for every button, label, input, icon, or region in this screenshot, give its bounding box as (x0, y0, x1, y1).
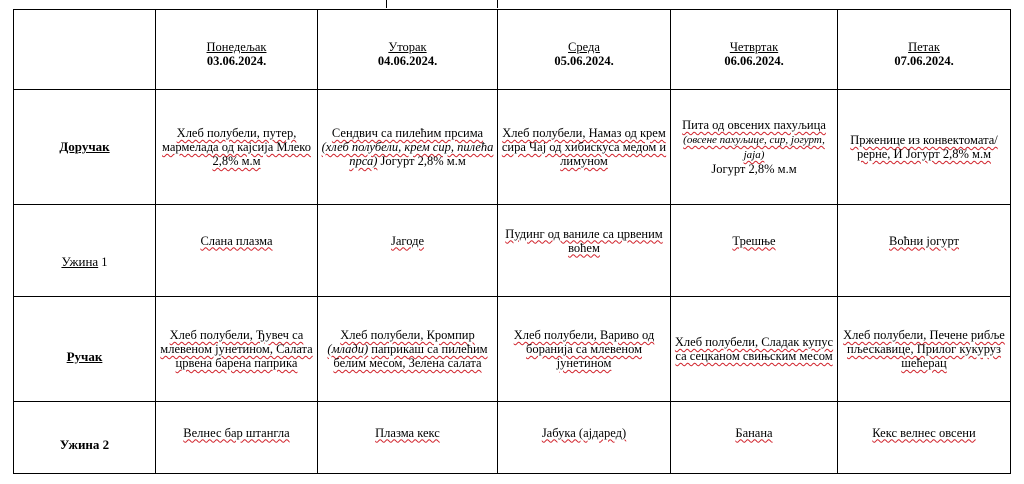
menu-text: Велнес бар штангла (183, 425, 290, 440)
menu-cell (156, 205, 318, 297)
meal-label-snack2 (14, 402, 156, 474)
day-date: 06.06.2024. (724, 53, 784, 68)
menu-text: Хлеб полубели, Намаз од крем сира Чај од хибискуса медом и лимуном (501, 126, 667, 168)
day-date: 07.06.2024. (894, 53, 954, 68)
menu-text-tail: Јогурт 2,8% м.м (380, 154, 466, 168)
menu-text: Воћни јогурт (889, 233, 959, 248)
menu-cell (318, 205, 498, 297)
meal-label-breakfast (14, 90, 156, 205)
meal-number: 1 (101, 254, 108, 269)
menu-text: Јабука (ајдаред) (541, 425, 627, 440)
menu-text: Хлеб полубели, Сладак купус са сецканом свињским месом (674, 335, 834, 363)
day-name: Петак (908, 39, 940, 54)
menu-note: (овсене пахуљице, сир, јогурт, јаја) (683, 134, 825, 161)
meal-name: Ручак (66, 349, 103, 364)
menu-text: Плазма кекс (375, 425, 440, 440)
day-date: 04.06.2024. (377, 53, 438, 68)
menu-text: Кекс велнес овсени (872, 425, 976, 440)
meal-name: Доручак (59, 139, 110, 154)
menu-text: Банана (735, 425, 773, 440)
menu-cell (318, 90, 498, 205)
day-header-friday (838, 10, 1011, 90)
day-date: 05.06.2024. (554, 53, 614, 68)
menu-cell (318, 297, 498, 402)
menu-text: Пита од овсених пахуљица (682, 118, 826, 132)
day-header-monday (156, 10, 318, 90)
lunch-row (14, 297, 1011, 402)
menu-text: Трешње (732, 233, 776, 248)
menu-text: Пудинг од ваниле са црвеним воћем (505, 226, 663, 255)
menu-text: Хлеб полубели, Ђувеч са млевеном јунетином, Салата црвена барена паприка (160, 328, 313, 370)
day-date: 03.06.2024. (206, 53, 267, 68)
day-header-wednesday (498, 10, 671, 90)
menu-text-tail: Јогурт 2,8% м.м (711, 162, 797, 176)
meal-label-snack1 (14, 205, 156, 297)
menu-cell (671, 90, 838, 205)
meal-label-lunch (14, 297, 156, 402)
page-margin-mark-left (386, 0, 387, 8)
menu-cell (838, 90, 1011, 205)
menu-text: Хлеб полубели, путер, мармелада од кајсија Млеко 2,8% м.м (162, 126, 311, 168)
header-row (14, 10, 1011, 90)
snack1-row (14, 205, 1011, 297)
meal-name: Ужина 2 (59, 436, 110, 452)
menu-cell (498, 402, 671, 474)
menu-text: Слана плазма (200, 233, 273, 248)
menu-cell (671, 297, 838, 402)
day-header-thursday (671, 10, 838, 90)
page-margin-mark-right (497, 0, 498, 8)
menu-cell (838, 402, 1011, 474)
weekly-menu-table (13, 9, 1011, 474)
menu-text: Прженице из конвектомата/рерне, И Јогурт 2,8% м.м (850, 133, 998, 161)
menu-cell (498, 205, 671, 297)
menu-text-tail: паприкаш са пилећим белим месом, Зелена салата (333, 342, 488, 370)
menu-text: Сендвич са пилећим прсима (331, 126, 484, 140)
menu-cell (156, 297, 318, 402)
menu-text: Хлеб полубели, Вариво од боранија са млевеном јунетином (513, 328, 655, 370)
menu-cell (498, 90, 671, 205)
menu-cell (318, 402, 498, 474)
day-name: Понедељак (206, 39, 267, 54)
menu-note: (млади) (327, 342, 369, 356)
day-name: Четвртак (729, 39, 779, 54)
menu-cell (498, 297, 671, 402)
corner-cell (14, 10, 156, 90)
day-name: Среда (568, 39, 600, 54)
meal-name: Ужина (61, 253, 99, 269)
menu-note: (хлеб полубели, крем сир, пилећа прса) (321, 140, 494, 168)
menu-cell (671, 402, 838, 474)
menu-text: Хлеб полубели, Кромпир (340, 328, 475, 342)
menu-cell (838, 205, 1011, 297)
menu-cell (838, 297, 1011, 402)
menu-cell (156, 402, 318, 474)
menu-text: Јагоде (390, 233, 425, 248)
breakfast-row (14, 90, 1011, 205)
menu-cell (156, 90, 318, 205)
day-name: Уторак (388, 39, 427, 54)
menu-text: Хлеб полубели, Печене рибље пљескавице, Прилог кукуруз шећерац (843, 328, 1005, 370)
menu-cell (671, 205, 838, 297)
day-header-tuesday (318, 10, 498, 90)
snack2-row (14, 402, 1011, 474)
